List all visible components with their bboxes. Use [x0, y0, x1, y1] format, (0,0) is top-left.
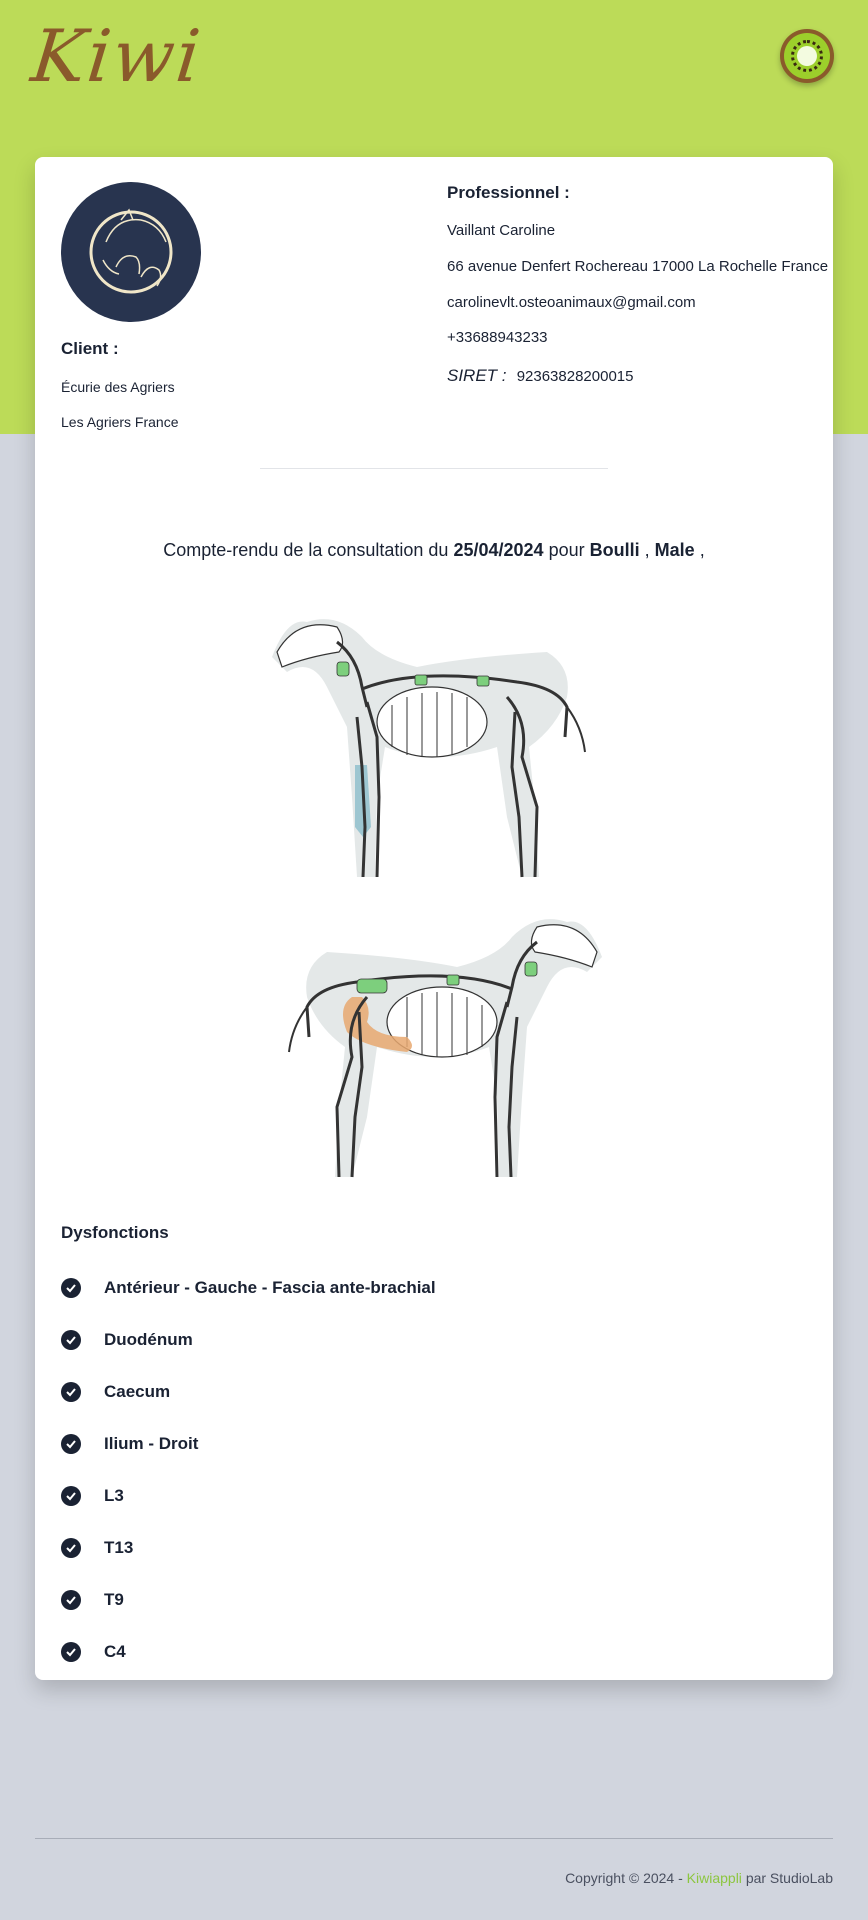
- summary-pour: pour: [548, 540, 585, 560]
- copyright-text: Copyright © 2024 -: [565, 1870, 683, 1886]
- horse-skeleton-left-icon: [267, 597, 607, 892]
- list-item: [61, 1276, 436, 1328]
- check-circle-icon: [61, 1590, 81, 1610]
- footer-divider: [35, 1838, 833, 1839]
- list-item: [61, 1588, 436, 1640]
- summary-sep2: ,: [699, 540, 705, 560]
- dysfonction-label: T9: [104, 1590, 124, 1609]
- animal-sex: Male: [654, 540, 695, 560]
- professional-label: Professionnel :: [447, 183, 570, 202]
- client-name: Écurie des Agriers: [61, 379, 175, 395]
- dysfonction-label: Duodénum: [104, 1330, 193, 1349]
- studio-credit: par StudioLab: [745, 1870, 833, 1886]
- divider: [260, 468, 608, 469]
- summary-intro: Compte-rendu de la consultation du: [163, 540, 449, 560]
- consultation-date: 25/04/2024: [453, 540, 544, 560]
- check-circle-icon: [61, 1330, 81, 1350]
- brand-link[interactable]: Kiwiappli: [686, 1870, 742, 1886]
- consultation-summary: [35, 540, 833, 561]
- dysfonction-label: L3: [104, 1486, 124, 1505]
- horse-skeleton-right-icon: [267, 897, 607, 1192]
- siret-value: 92363828200015: [516, 368, 634, 385]
- professional-email[interactable]: carolinevlt.osteoanimaux@gmail.com: [447, 294, 696, 311]
- professional-phone[interactable]: +33688943233: [447, 329, 548, 346]
- horse-dog-cat-logo-icon: [61, 182, 201, 322]
- footer-copyright: [565, 1870, 833, 1886]
- professional-address: 66 avenue Denfert Rochereau 17000 La Rochelle France: [447, 258, 829, 275]
- dysfonction-label: C4: [104, 1642, 126, 1661]
- check-circle-icon: [61, 1278, 81, 1298]
- kiwi-logo[interactable]: Kiwi: [27, 14, 206, 98]
- report-card: [35, 157, 833, 1680]
- professional-siret: [447, 366, 633, 386]
- animal-name: Boulli: [589, 540, 640, 560]
- check-circle-icon: [61, 1434, 81, 1454]
- dysfonctions-title: Dysfonctions: [61, 1223, 169, 1242]
- list-item: [61, 1536, 436, 1588]
- client-label: Client :: [61, 339, 119, 358]
- list-item: [61, 1640, 436, 1692]
- check-circle-icon: [61, 1642, 81, 1662]
- professional-name: Vaillant Caroline: [447, 222, 556, 239]
- dysfonctions-list: [61, 1276, 436, 1692]
- list-item: [61, 1328, 436, 1380]
- dysfonction-label: T13: [104, 1538, 134, 1557]
- list-item: [61, 1380, 436, 1432]
- list-item: [61, 1484, 436, 1536]
- dysfonction-label: Antérieur - Gauche - Fascia ante-brachial: [104, 1278, 436, 1297]
- siret-label: SIRET :: [447, 366, 507, 385]
- dysfonction-label: Caecum: [104, 1382, 171, 1401]
- kiwi-icon[interactable]: [780, 29, 834, 83]
- check-circle-icon: [61, 1486, 81, 1506]
- dysfonction-label: Ilium - Droit: [104, 1434, 199, 1453]
- client-location: Les Agriers France: [61, 414, 179, 430]
- list-item: [61, 1432, 436, 1484]
- summary-sep1: ,: [644, 540, 650, 560]
- check-circle-icon: [61, 1382, 81, 1402]
- check-circle-icon: [61, 1538, 81, 1558]
